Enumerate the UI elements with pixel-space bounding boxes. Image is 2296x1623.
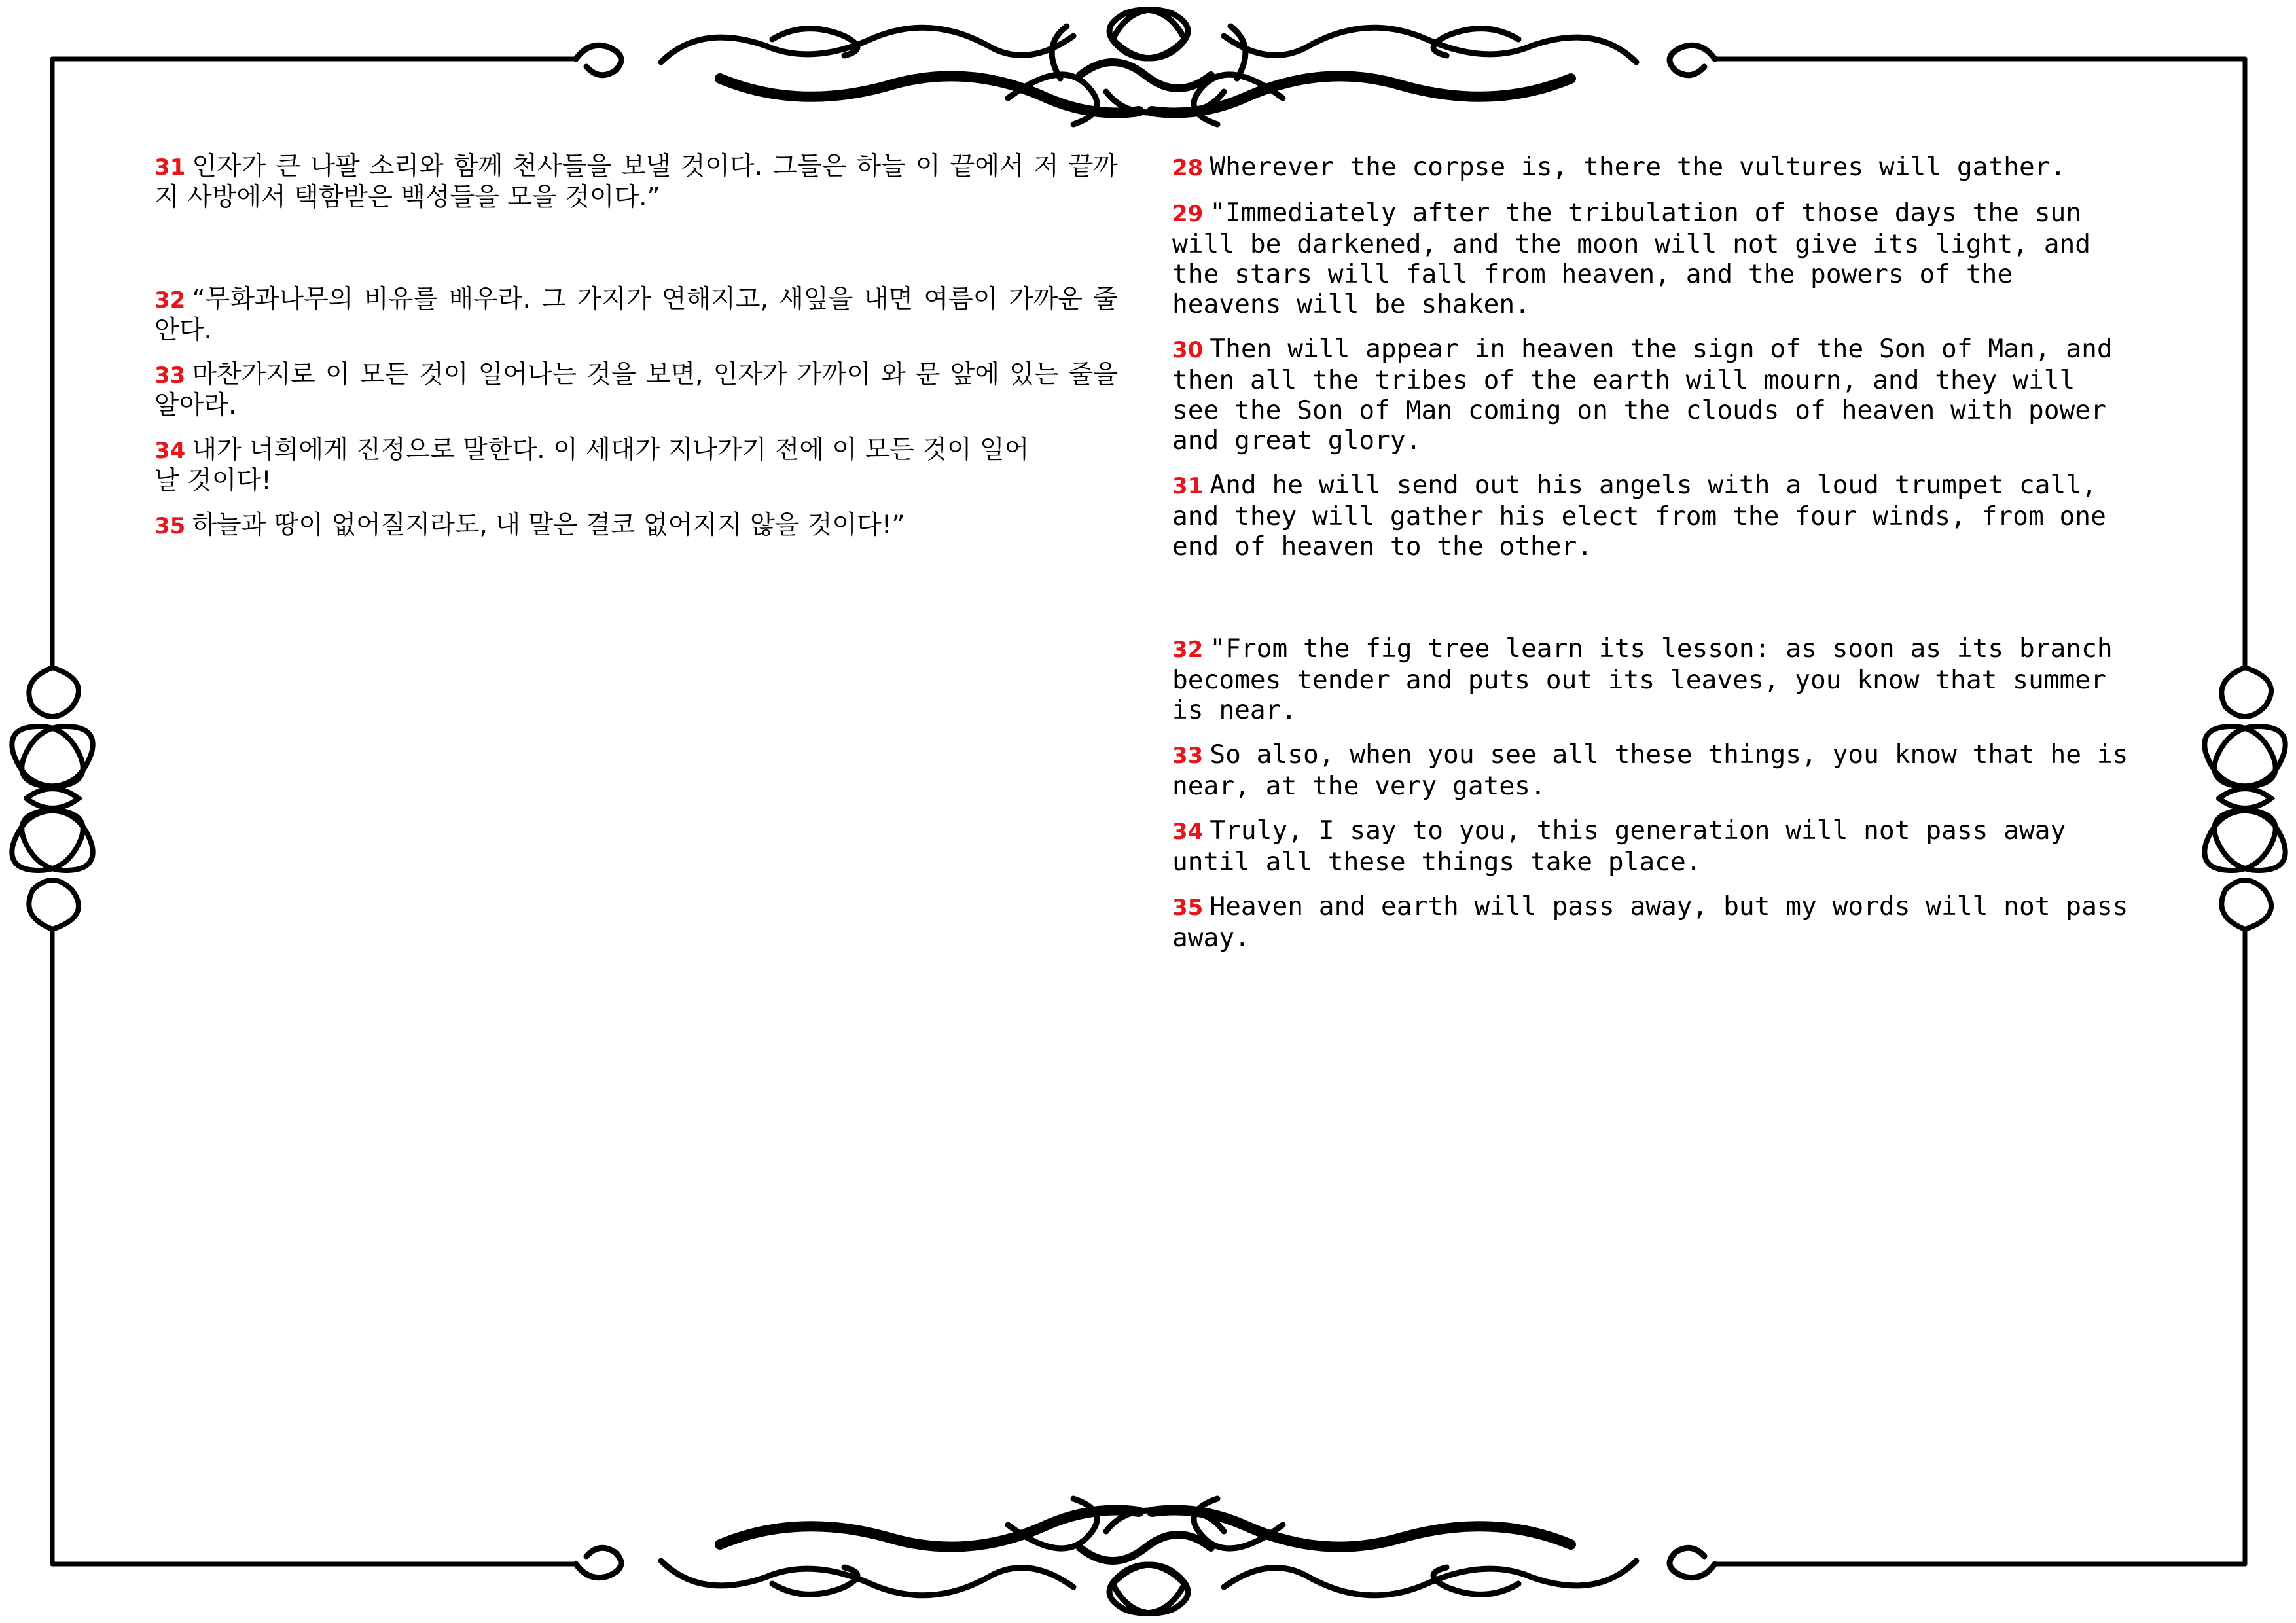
english-verse-32 bbox=[1172, 633, 2136, 725]
verse-text: “무화과나무의 비유를 배우라. 그 가지가 연해지고, 새잎을 내면 여름이 가까운 줄 안다. bbox=[154, 285, 1118, 345]
verse-text: Heaven and earth will pass away, but my words will not pass away. bbox=[1172, 891, 2128, 953]
verse-text: 내가 너희에게 진정으로 말한다. 이 세대가 지나가기 전에 이 모든 것이 일어날 것이다! bbox=[154, 435, 1030, 495]
verse-text: So also, when you see all these things, you know that he is near, at the very gates. bbox=[1172, 740, 2128, 801]
korean-verse-34 bbox=[154, 435, 1045, 496]
verse-text: Wherever the corpse is, there the vultures will gather. bbox=[1210, 152, 2066, 182]
verse-text: 마찬가지로 이 모든 것이 일어나는 것을 보면, 인자가 가까이 와 문 앞에 있는 줄을 알아라. bbox=[154, 360, 1118, 420]
verse-number: 35 bbox=[154, 513, 186, 539]
english-verse-30 bbox=[1172, 334, 2136, 455]
english-verse-31 bbox=[1172, 470, 2136, 562]
verse-number: 33 bbox=[154, 363, 186, 389]
right-side-ornament bbox=[2204, 668, 2285, 929]
korean-verse-35 bbox=[154, 510, 1118, 541]
english-verse-34 bbox=[1172, 815, 2136, 877]
verse-text: "Immediately after the tribulation of those days the sun will be darkened, and the moon will not give its light, and the stars will fall from heaven, and the powers of the heavens will be shaken. bbox=[1172, 198, 2091, 319]
verse-number: 35 bbox=[1172, 895, 1204, 921]
verse-number: 32 bbox=[154, 287, 186, 313]
verse-text: "From the fig tree learn its lesson: as soon as its branch becomes tender and puts out its leaves, you know that summer is near. bbox=[1172, 633, 2113, 725]
english-verse-29 bbox=[1172, 198, 2136, 319]
korean-verse-32 bbox=[154, 285, 1118, 346]
verse-text: 하늘과 땅이 없어질지라도, 내 말은 결코 없어지지 않을 것이다!” bbox=[192, 510, 905, 540]
verse-number: 31 bbox=[154, 154, 186, 181]
verse-number: 34 bbox=[154, 438, 186, 464]
english-column bbox=[1172, 152, 2136, 967]
verse-number: 33 bbox=[1172, 743, 1204, 769]
verse-text: 인자가 큰 나팔 소리와 함께 천사들을 보낼 것이다. 그들은 하늘 이 끝에서 저 끝까지 사방에서 택함받은 백성들을 모을 것이다.” bbox=[154, 152, 1118, 212]
bottom-ornament-flourish bbox=[576, 1499, 1715, 1613]
english-verse-28 bbox=[1172, 152, 2136, 183]
verse-number: 31 bbox=[1172, 473, 1204, 499]
verse-text: Truly, I say to you, this generation will not pass away until all these things take place. bbox=[1172, 815, 2066, 877]
verse-number: 28 bbox=[1172, 155, 1204, 181]
verse-number: 29 bbox=[1172, 201, 1204, 227]
verse-text: Then will appear in heaven the sign of the Son of Man, and then all the tribes of the earth will mourn, and they will see the Son of Man coming on the clouds of heaven with power and great glory. bbox=[1172, 334, 2113, 455]
verse-number: 34 bbox=[1172, 819, 1204, 845]
verse-number: 30 bbox=[1172, 337, 1204, 363]
left-side-ornament bbox=[12, 668, 92, 929]
korean-verse-31 bbox=[154, 152, 1118, 213]
korean-column bbox=[154, 152, 1118, 556]
korean-verse-33 bbox=[154, 360, 1118, 421]
verse-text: And he will send out his angels with a loud trumpet call, and they will gather his elect from the four winds, from one end of heaven to the other. bbox=[1172, 470, 2106, 562]
english-verse-35 bbox=[1172, 891, 2136, 953]
top-ornament-flourish bbox=[576, 10, 1715, 124]
english-verse-33 bbox=[1172, 740, 2136, 801]
verse-number: 32 bbox=[1172, 637, 1204, 663]
